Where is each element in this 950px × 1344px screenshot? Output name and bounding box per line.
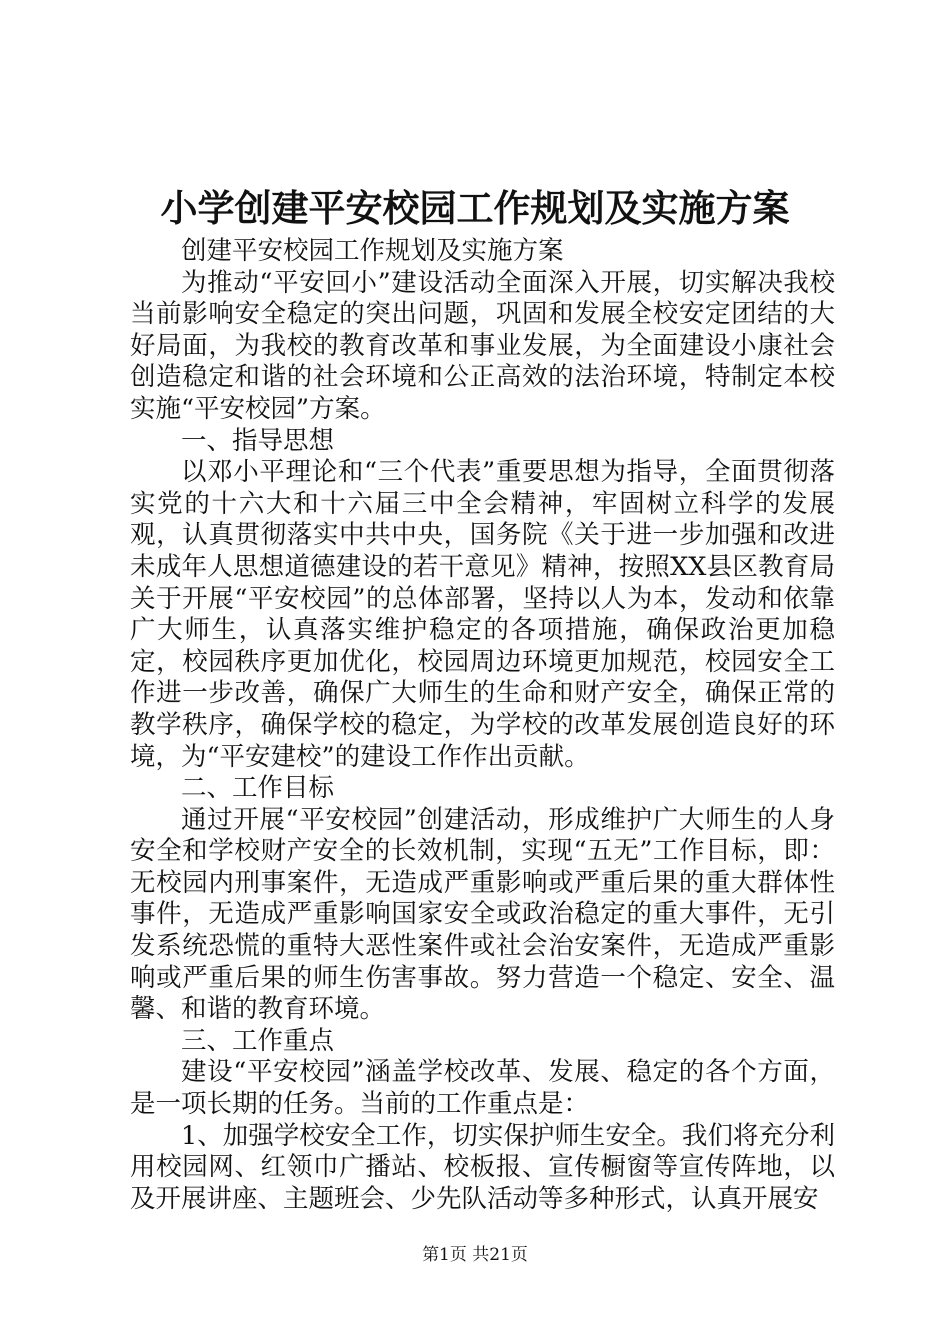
heading-work-goals: 二、工作目标	[181, 773, 335, 804]
paragraph-item-1: 1、加强学校安全工作，切实保护师生安全。我们将充分利用校园网、红领巾广播站、校板报、宣传橱窗等宣传阵地，以及开展讲座、主题班会、少先队活动等多种形式，认真开展安	[130, 1120, 835, 1214]
heading-work-focus: 三、工作重点	[181, 1025, 335, 1056]
page-number: 第1页 共21页	[422, 1245, 528, 1265]
paragraph-intro: 为推动“平安回小”建设活动全面深入开展，切实解决我校当前影响安全稳定的突出问题，巩固和发展全校安定团结的大好局面，为我校的教育改革和事业发展，为全面建设小康社会创造稳定和谐的社会环境和公正高效的法治环境，特制定本校实施“平安校园”方案。	[130, 267, 835, 424]
paragraph-work-goals: 通过开展“平安校园”创建活动，形成维护广大师生的人身安全和学校财产安全的长效机制，实现“五无”工作目标，即：无校园内刑事案件，无造成严重影响或严重后果的重大群体性事件，无造成严重影响国家安全或政治稳定的重大事件，无引发系统恐慌的重特大恶性案件或社会治安案件，无造成严重影响或严重后果的师生伤害事故。努力营造一个稳定、安全、温馨、和谐的教育环境。	[130, 804, 835, 1025]
document-title: 小学创建平安校园工作规划及实施方案	[160, 186, 790, 230]
heading-guiding-ideology: 一、指导思想	[181, 425, 335, 456]
paragraph-guiding-ideology: 以邓小平理论和“三个代表”重要思想为指导，全面贯彻落实党的十六大和十六届三中全会精神，牢固树立科学的发展观，认真贯彻落实中共中央，国务院《关于进一步加强和改进未成年人思想道德建设的若干意见》精神，按照XX县区教育局关于开展“平安校园”的总体部署，坚持以人为本，发动和依靠广大师生，认真落实维护稳定的各项措施，确保政治更加稳定，校园秩序更加优化，校园周边环境更加规范，校园安全工作进一步改善，确保广大师生的生命和财产安全，确保正常的教学秩序，确保学校的稳定，为学校的改革发展创造良好的环境，为“平安建校”的建设工作作出贡献。	[130, 457, 835, 772]
paragraph-subtitle: 创建平安校园工作规划及实施方案	[181, 236, 564, 266]
paragraph-work-focus: 建设“平安校园”涵盖学校改革、发展、稳定的各个方面，是一项长期的任务。当前的工作重点是：	[130, 1057, 835, 1120]
document-body	[130, 236, 835, 1215]
